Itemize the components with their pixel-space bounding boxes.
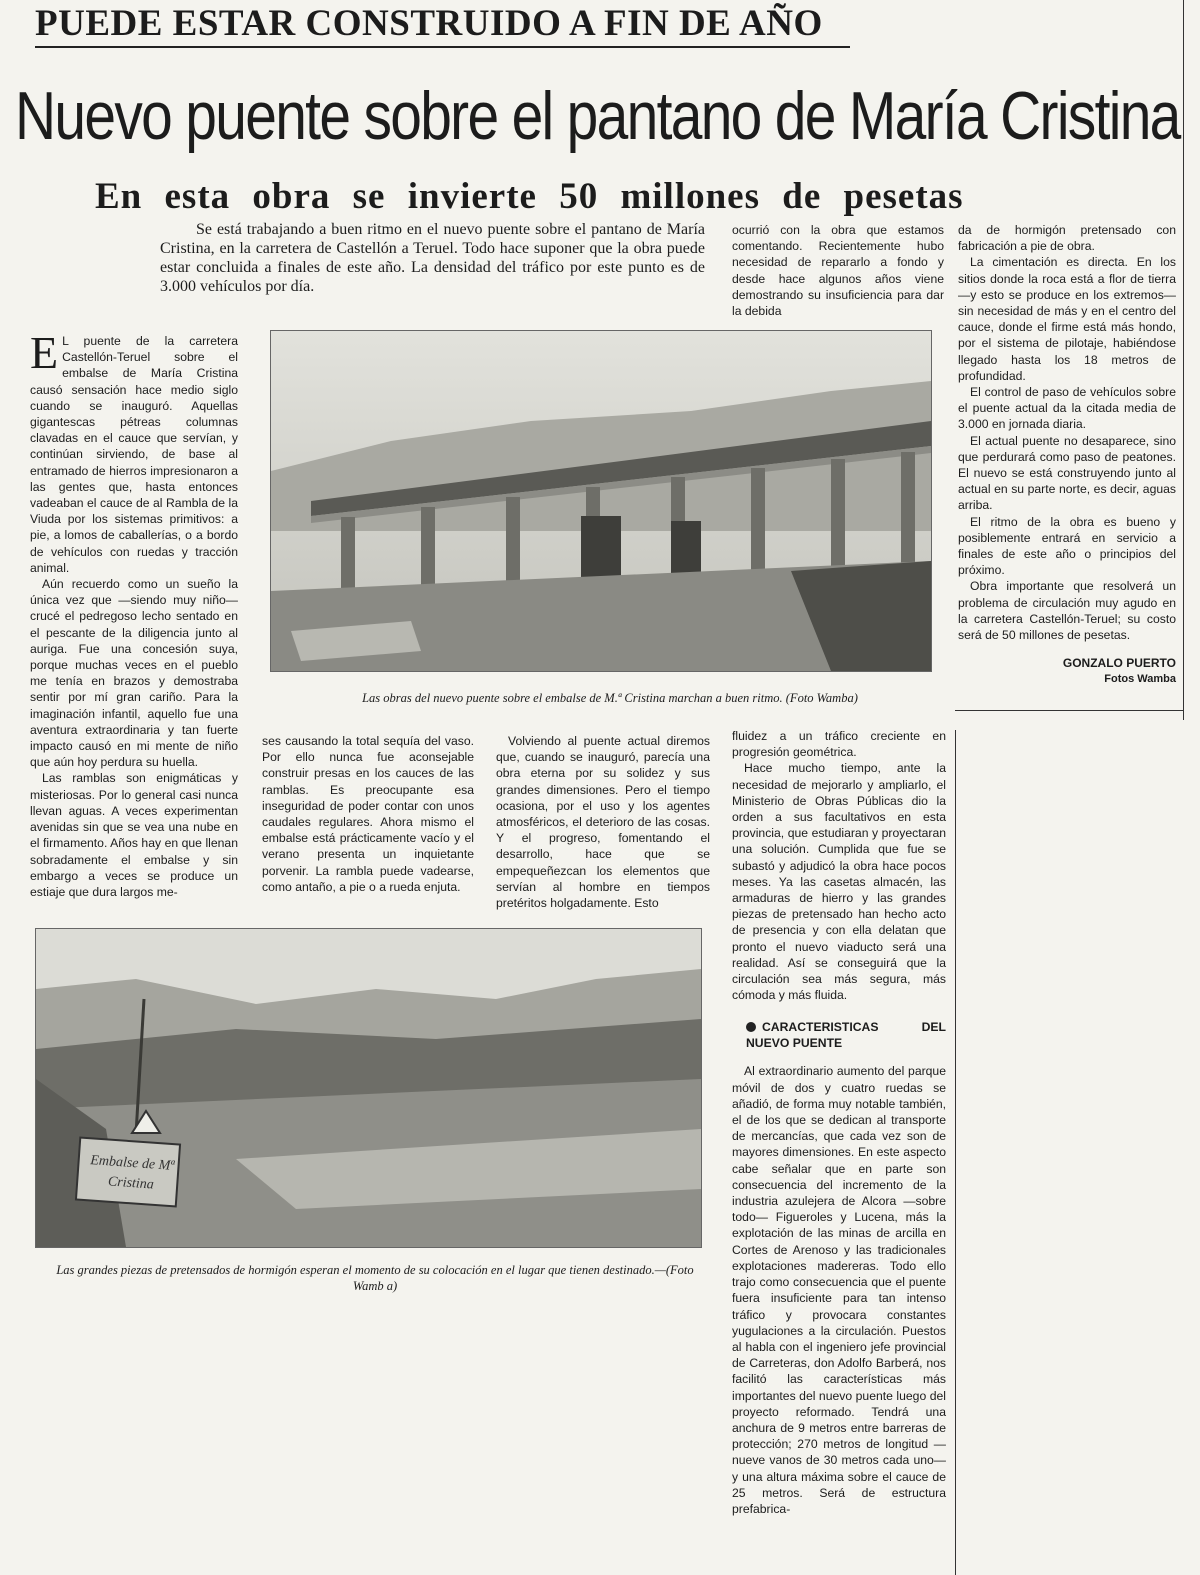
drop-cap: E (30, 327, 59, 378)
subheadline: En esta obra se invierte 50 millones de pesetas (95, 176, 964, 217)
paragraph: El actual puente no desaparece, sino que perdurará como paso de peatones. El nuevo se está construyendo junto al actual en su parte norte, es decir, aguas arriba. (958, 433, 1176, 513)
sign-text: Embalse de Mª Cristina (89, 1153, 175, 1193)
lead-paragraph: Se está trabajando a buen ritmo en el nuevo puente sobre el pantano de María Cristina, en la carretera de Castellón a Teruel. Todo hace suponer que la obra puede estar concluida a finales de este año. La densidad del tráfico por este punto es de 3.000 vehículos por día. (160, 221, 705, 295)
paragraph: El control de paso de vehículos sobre el puente actual da la citada media de 3.000 en jornada diaria. (958, 385, 1176, 432)
byline: GONZALO PUERTO (1062, 656, 1176, 671)
photo-credit: Fotos Wamba (1104, 673, 1176, 686)
photo-caption: Las grandes piezas de pretensados de hormigón esperan el momento de su colocación en el lugar que tienen destinado.—(Foto Wamb a) (56, 1263, 694, 1293)
paragraph: El ritmo de la obra es bueno y posiblemente entrará en servicio a finales de este año o principios del próximo. (958, 514, 1176, 578)
column-1 (30, 327, 238, 900)
paragraph: da de hormigón pretensado con fabricación a pie de obra. (958, 223, 1176, 254)
column-2 (262, 733, 474, 895)
column-rule (1183, 0, 1184, 720)
photo-caption: Las obras del nuevo puente sobre el embalse de M.ª Cristina marchan a buen ritmo. (Foto Wamba) (362, 691, 858, 705)
paragraph: Al extraordinario aumento del parque móvil de dos y cuatro ruedas se añadió, de forma muy notable también, el de los que se dedican al transporte de mercancías, que cada vez son de mayores dimensiones. En este aspecto cabe señalar que en parte son consecuencia del incremento de la industria azulejera de Alcora —sobre todo— Figueroles y Lucena, más la explotación de las minas de arcilla en Cortes de Arenoso y las tradicionales explotaciones madereras. Todo ello trajo como consecuencia que el puente fuera insuficiente para tan intenso tráfico y provocara constantes yugulaciones a la circulación. Puestos al habla con el ingeniero jefe provincial de Carreteras, don Adolfo Barberá, nos facilitó las características más importantes del nuevo puente luego del proyecto reformado. Tendrá una anchura de 9 metros entre barreras de protección; 270 metros de longitud —nueve vanos de 30 metros cada uno— y una altura máxima sobre el cauce de 25 metros. Será de estructura prefabrica- (732, 1064, 946, 1516)
paragraph: Hace mucho tiempo, ante la necesidad de mejorarlo y ampliarlo, el Ministerio de Obras Públicas dio la orden a sus facultativos en esta provincia, que estudiaran y proyectaran una solución. Cumplida que fue se subastó y adjudicó la obra hace pocos meses. Ya las casetas almacén, las armaduras de hierro y las grandes piezas de pretensado han hecho acto de presencia y con ella delatan que pronto el nuevo viaducto será una realidad. Así se conseguirá que la circulación sea más segura, más cómoda y más fluida. (732, 761, 946, 1003)
reservoir-illustration (36, 929, 701, 1247)
column-5 (958, 222, 1176, 687)
paragraph: Volviendo al puente actual diremos que, cuando se inauguró, parecía una obra eterna por su solidez y sus grandes dimensiones. Pero el tiempo ocasiona, por el uso y los agentes atmosféricos, el deterioro de las cosas. Y el progreso, fomentando el desarrollo, hace que se empequeñezcan los elementos que servían al hombre en tiempos pretéritos holgadamente. Esto (496, 734, 710, 911)
column-rule (955, 710, 1183, 711)
bridge-illustration (271, 331, 931, 671)
bullet-icon (746, 1022, 756, 1032)
column-rule (955, 730, 956, 1575)
paragraph: ses causando la total sequía del vaso. Por ello nunca fue aconsejable construir presas en los cauces de las ramblas. Es preocupante esa inseguridad de poder contar con unos caudales regulares. Ahora mismo el embalse está prácticamente vacío y el verano presenta un inquietante porvenir. La rambla puede vadearse, como antaño, a pie o a rueda enjuta. (262, 734, 474, 894)
photo-reservoir (35, 928, 702, 1248)
section-title: CARACTERISTICAS DEL NUEVO PUENTE (746, 1020, 946, 1051)
paragraph: L puente de la carretera Castellón-Teruel sobre el embalse de María Cristina causó sensación hace medio siglo cuando se inauguró. Aquellas gigantescas pétreas columnas clavadas en el cauce que servían, y continúan sirviendo, de base al entramado de hierros impresionaron a las gentes que, hasta entonces vadeaban el cauce de al Rambla de la Viuda por los sistemas primitivos: a pie, a lomos de caballerías, o a bordo de vehículos con ruedas y tracción animal. (30, 334, 238, 575)
paragraph: ocurrió con la obra que estamos comentando. Recientemente hubo necesidad de repararlo a fondo y desde hace algunos años viene demostrando su insuficiencia para dar la debida (732, 223, 944, 319)
paragraph: Obra importante que resolverá un problema de circulación muy agudo en la carretera Castellón-Teruel; su costo será de 50 millones de pesetas. (958, 579, 1176, 643)
column-4-top (732, 222, 944, 319)
column-4 (732, 728, 946, 1517)
kicker-headline: PUEDE ESTAR CONSTRUIDO A FIN DE AÑO (35, 2, 850, 48)
paragraph: Las ramblas son enigmáticas y misteriosas. Por lo general casi nunca llevan aguas. A veces experimentan avenidas sin que se vea una nube en el firmamento. Años hay en que llenan sobradamente el embalse y sin embargo a veces se produce un estiaje que dura largos me- (30, 771, 238, 899)
photo-bridge (270, 330, 932, 672)
column-3 (496, 733, 710, 911)
paragraph: La cimentación es directa. En los sitios donde la roca está a flor de tierra —y esto se produce en los extremos— sin necesidad de más y en el centro del cauce, donde el firme está más hondo, por el sistema de pilotaje, habiéndose llegado hasta los 18 metros de profundidad. (958, 255, 1176, 383)
paragraph: Aún recuerdo como un sueño la única vez que —siendo muy niño— crucé el pedregoso lecho sentado en el pescante de la diligencia junto al auriga. Fue una concesión suya, porque muchas veces en el pueblo me tenía en brazos y demostraba sentir por mí gran cariño. Para la imaginación infantil, aquello fue una aventura extraordinaria y tan fuerte impacto causó en mi mente de niño que aún hoy perdura su huella. (30, 577, 238, 770)
page-title: Nuevo puente sobre el pantano de María Cristina (15, 78, 1180, 154)
paragraph: fluidez a un tráfico creciente en progresión geométrica. (732, 729, 946, 760)
